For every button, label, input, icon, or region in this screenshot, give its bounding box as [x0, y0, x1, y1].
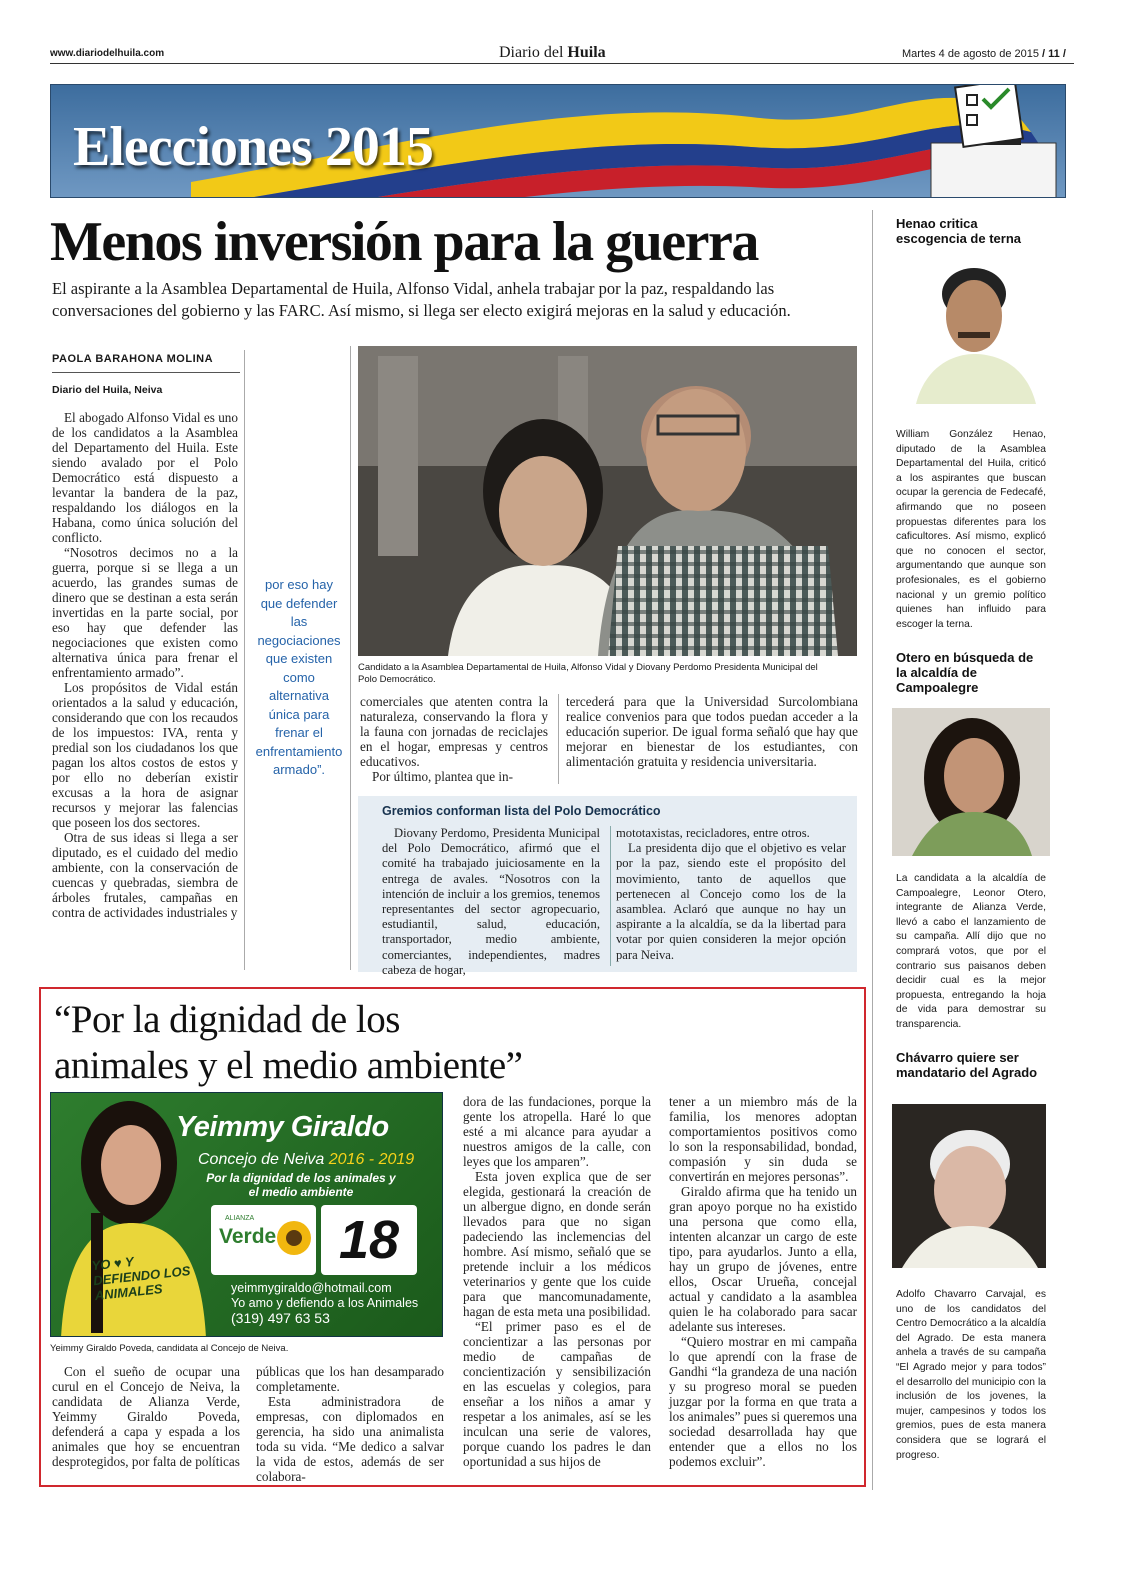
sidebar-story-3-title: Chávarro quiere ser mandatario del Agrado: [896, 1050, 1038, 1080]
second-column-1: Con el sueño de ocupar una curul en el Concejo de Neiva, la candidata de Alianza Verde, Yeimmy Giraldo Poveda, defenderá a capa y espada a los animales que hoy se encuentran desprotegidos, por falta de políticas: [52, 1364, 240, 1469]
tshirt-text: YO ♥ Y DEFIENDO LOS ANIMALES: [90, 1253, 192, 1304]
sidebar-photo-1: [896, 254, 1046, 404]
photo-caption: Candidato a la Asamblea Departamental de Huila, Alfonso Vidal y Diovany Perdomo Presidenta Municipal del Polo Democrático.: [358, 662, 818, 685]
pull-quote: por eso hay que defender las negociaciones que existen como alternativa única para frenar el enfrentamiento armado”.: [255, 577, 343, 777]
second-headline: “Por la dignidad de los animales y el medio ambiente”: [54, 998, 523, 1087]
second-column-3: dora de las fundaciones, porque la gente los atropella. Haré lo que esté a mi alcance para ayudar a nuestros amigos de la calle, con leyes que los amparen”. Esta joven explica que de ser elegida, gestionará la creación de un albergue digno, en donde serán llevados para que no sigan padeciendo las inclemencias del hombre. Así mismo, señaló que se pretende incluir a los médicos veterinarios y gente que los cuide para que mancomunadamente, hagan de esta meta una posibilidad. “El primer paso es el de concientizar a las personas por medio de campañas de concientización y sensibilización en las escuelas y colegios, para enseñar a los niños a amar y respetar a los animales, así se les inculcan una serie de valores, porque cuando los padres le dan oportunidad a sus hijos de: [463, 1094, 651, 1469]
campaign-ad: [50, 1092, 443, 1337]
party-logo: ALIANZA Verde: [211, 1205, 316, 1275]
ad-phone: (319) 497 63 53: [231, 1310, 330, 1326]
article-column-1: El abogado Alfonso Vidal es uno de los candidatos a la Asamblea del Departamento del Huila. Este siendo avalado por el Polo Democrático está dispuesto a levantar la bandera de la paz, respaldando los diálogos en la Habana, como única solución del conflicto. “Nosotros decimos no a la guerra, porque si se llega a un acuerdo, las grandes sumas de dinero que se destinan a esta serán invertidas en la parte social, por eso hay que defender las negociaciones que existen como alternativa única para frenar el enfrentamiento armado”. Los propósitos de Vidal están orientados a la salud y educación, considerando que con los recaudos de los impuestos: IVA, renta y predial son los ciudadanos los que pagan los altos costos de estos y por ello no deberían existir excusas a la hora de asignar recursos y mejorar las falencias que poseen los dos sectores. Otra de sus ideas si llega a ser diputado, es el cuidado del medio ambiente, con la conservación de cuencas y quebradas, siembra de árboles frutales, campañas en contra de actividades industriales y: [52, 410, 238, 920]
sidebar-story-1-title: Henao critica escogencia de terna: [896, 216, 1021, 246]
sidebar-story-1-text: William González Henao, diputado de la Asamblea Departamental del Huila, criticó a los aspirantes que buscan ocupar la gerencia de Fedecafé, afirmando que no poseen propuestas diferentes para los caficultores. Así mismo, explicó que no conocen el sector, argumentando que aunque son profesionales, es el gobierno nacional y un gremio político quienes han influido para escoger la terna.: [896, 429, 1046, 630]
column-divider: [350, 346, 351, 970]
ad-candidate-name: Yeimmy Giraldo: [176, 1111, 389, 1143]
couple-photo-icon: [358, 346, 857, 656]
sidebar-story-2-text: La candidata a la alcaldía de Campoalegre, Leonor Otero, integrante de Alianza Verde, llevó a cabo el lanzamiento de su campaña. Allí dijo que no comprará votos, que por el contrario sus paisanos deben decidir cual es la mejor propuesta, entregando la hoja de vida para demostrar su transparencia.: [896, 873, 1046, 1030]
issue-date: Martes 4 de agosto de 2015 / 11 /: [902, 48, 1066, 60]
ballot-box-icon: [921, 84, 1061, 198]
sidebar-story-2-title: Otero en búsqueda de la alcaldía de Campoalegre: [896, 650, 1034, 695]
sunflower-icon: [275, 1219, 313, 1257]
main-headline: Menos inversión para la guerra: [50, 211, 758, 273]
byline-rule: [52, 372, 240, 373]
man-portrait-icon: [896, 254, 1046, 404]
article-column-3: tercederá para que la Universidad Surcolombiana realice convenios para que todos puedan acceder a la educación superior. De igual forma señaló que hay que mejorar en bienestar de los estudiantes, con alimentación gratuita y residencia universitaria.: [566, 694, 858, 769]
article-photo: [358, 346, 857, 656]
sidebar-divider: [872, 210, 873, 1490]
ballot-number: 18: [321, 1205, 417, 1275]
article-column-2: comerciales que atenten contra la naturaleza, conservando la flora y la fauna con jornadas de reciclajes en el hogar, empresas y centros educativos. Por último, plantea que in-: [360, 694, 548, 784]
column-divider: [610, 826, 611, 966]
sidebar-photo-3: [892, 1104, 1046, 1268]
main-lede: El aspirante a la Asamblea Departamental de Huila, Alfonso Vidal, anhela trabajar por la paz, respaldando las conversaciones del gobierno y las FARC. Así mismo, si llega ser electo exigirá mejoras en la salud y educación.: [52, 279, 791, 320]
sidebar-photo-2: [892, 708, 1050, 856]
page-number: / 11 /: [1042, 48, 1066, 60]
website-url: www.diariodelhuila.com: [50, 48, 165, 59]
box-column-1: Diovany Perdomo, Presidenta Municipal del Polo Democrático, afirmó que el comité ha trabajado juiciosamente en la entrega de avales. “Nosotros con la intención de incluir a los gremios, tenemos representantes del sector agropecuario, estudiantil, salud, educación, transportador, medio ambiente, comerciantes, independientes, madres cabeza de hogar,: [382, 826, 600, 977]
banner-title: Elecciones 2015: [73, 116, 433, 178]
elderly-man-portrait-icon: [892, 1104, 1046, 1268]
box-column-2: mototaxistas, recicladores, entre otros. La presidenta dijo que el objetivo es velar por la paz, siendo este el propósito del movimiento, tanto de aquellos que pertenecen al Concejo como los de la asamblea. Aclaró que aunque no hay un aspirante a la alcaldía, se da la libertad para votar por quien consideren la mejor opción para Neiva.: [616, 826, 846, 962]
section-banner: [50, 84, 1066, 198]
byline: PAOLA BARAHONA MOLINA: [52, 353, 214, 365]
ad-office: Concejo de Neiva 2016 - 2019: [198, 1151, 415, 1168]
ad-motto: Yo amo y defiendo a los Animales: [231, 1296, 419, 1310]
ad-caption: Yeimmy Giraldo Poveda, candidata al Concejo de Neiva.: [50, 1343, 289, 1354]
masthead: Diario del Huila: [499, 44, 606, 61]
second-column-2: públicas que los han desamparado completamente. Esta administradora de empresas, con diplomados en gerencia, ha sido una animalista toda su vida. “Me dedico a salvar la vida de estos, además de ser colabora-: [256, 1364, 444, 1484]
ad-slogan: Por la dignidad de los animales y el medio ambiente: [206, 1171, 396, 1199]
source-line: Diario del Huila, Neiva: [52, 384, 163, 396]
column-divider: [558, 694, 559, 784]
column-divider: [244, 350, 245, 970]
header-rule: [50, 63, 1074, 64]
ad-email: yeimmygiraldo@hotmail.com: [231, 1281, 392, 1295]
ad-contact: [231, 1281, 418, 1326]
sidebar-story-3-text: Adolfo Chavarro Carvajal, es uno de los candidatos del Centro Democrático a la alcaldía del Agrado. De esta manera anhela a través de su campaña “El Agrado mejor y para todos” el desarrollo del municipio con la inclusión de los jovenes, la mujer, campesinos y todos los gremios, pues de esta manera considera que se logrará el progreso.: [896, 1289, 1046, 1461]
box-title: Gremios conforman lista del Polo Democrático: [382, 804, 661, 818]
woman-portrait-icon: [892, 708, 1050, 856]
second-column-4: tener a un miembro más de la familia, los menores adoptan comportamientos positivos como lo son la responsabilidad, bondad, compasión y sin duda se convertirán en mejores personas”. Giraldo afirma que ha tenido un gran apoyo porque no ha existido una persona que como ella, intenten alcanzar un cargo de este tipo, para ayudarlos. Junto a ella, hay un grupo de jóvenes, entre ellos, Oscar Urueña, concejal actual y candidato a la asamblea quien le ha colaborado para sacar adelante sus intereses. “Quiero mostrar en mi campaña lo que aprendí con la frase de Gandhi “la grandeza de una nación y su progreso moral se pueden juzgar por la forma en que trata a los animales” pues si queremos una sociedad desarrollada hay que entender que a ellos no los podemos excluir”.: [669, 1094, 857, 1469]
sidebar-box: [358, 796, 857, 977]
